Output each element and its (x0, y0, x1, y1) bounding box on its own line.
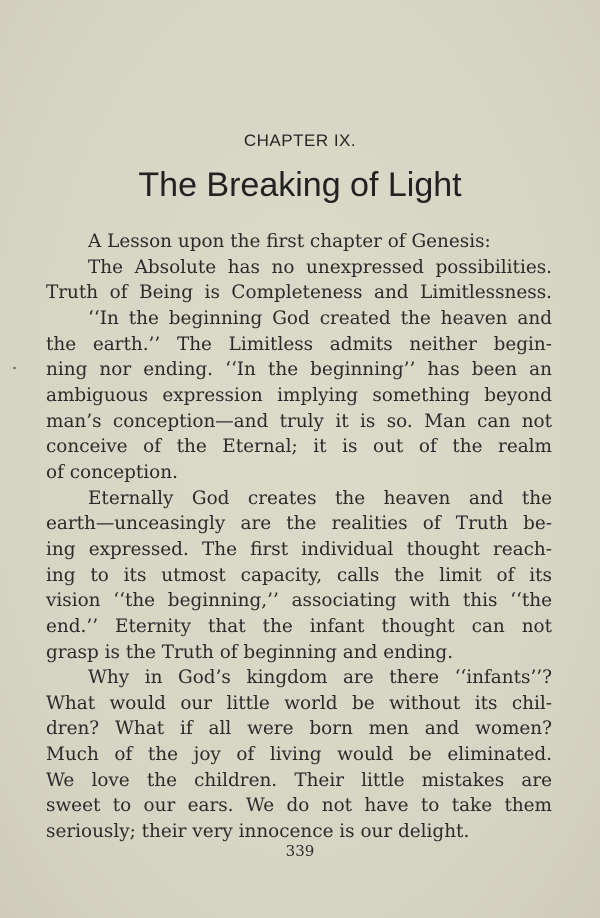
chapter-heading: CHAPTER IX. (243, 131, 357, 150)
text-line: grasp is the Truth of beginning and ending. (46, 641, 454, 663)
text-line: ambiguous expression implying something beyond (46, 384, 552, 406)
text-line: earth—unceasingly are the realities of Truth be- (46, 513, 552, 535)
text-line: Eternally God creates the heaven and the (88, 487, 552, 509)
text-line: seriously; their very innocence is our delight. (46, 821, 470, 843)
text-line: end.’’ Eternity that the infant thought can not (46, 615, 552, 637)
text-line: What would our little world be without its chil- (46, 692, 552, 714)
text-line: Truth of Being is Completeness and Limitlessness. (46, 282, 552, 304)
text-line: conceive of the Eternal; it is out of the realm (46, 436, 552, 458)
text-line: dren? What if all were born men and women? (46, 718, 552, 740)
text-line: ing expressed. The first individual thought reach- (46, 538, 552, 560)
text-line: the earth.’’ The Limitless admits neither begin- (46, 333, 552, 355)
paragraph-5 (46, 665, 552, 845)
text-line: ing to its utmost capacity, calls the limit of its (46, 564, 552, 586)
paragraph-3 (46, 306, 552, 486)
text-line: sweet to our ears. We do not have to take them (46, 795, 552, 817)
text-line: man’s conception—and truly it is so. Man can not (46, 410, 552, 432)
page-speck (13, 367, 16, 369)
text-line: Much of the joy of living would be eliminated. (46, 744, 552, 766)
text-line: ning nor ending. ‘‘In the beginning’’ has been an (46, 359, 552, 381)
paragraph-4 (46, 486, 552, 666)
text-line: of conception. (46, 461, 178, 483)
body-text (46, 229, 552, 845)
paragraph-2 (46, 255, 552, 306)
text-line: Why in God’s kingdom are there ‘‘infants’’? (88, 667, 552, 689)
text-line: The Absolute has no unexpressed possibilities. (88, 256, 552, 278)
text-line: We love the children. Their little mistakes are (46, 769, 552, 791)
paragraph-1 (46, 229, 552, 255)
text-line: A Lesson upon the first chapter of Genesis: (88, 231, 491, 252)
text-line: ‘‘In the beginning God created the heaven and (88, 307, 552, 329)
page-number: 339 (285, 842, 315, 860)
chapter-title: The Breaking of Light (138, 166, 462, 204)
text-line: vision ‘‘the beginning,’’ associating with this ‘‘the (46, 590, 552, 612)
